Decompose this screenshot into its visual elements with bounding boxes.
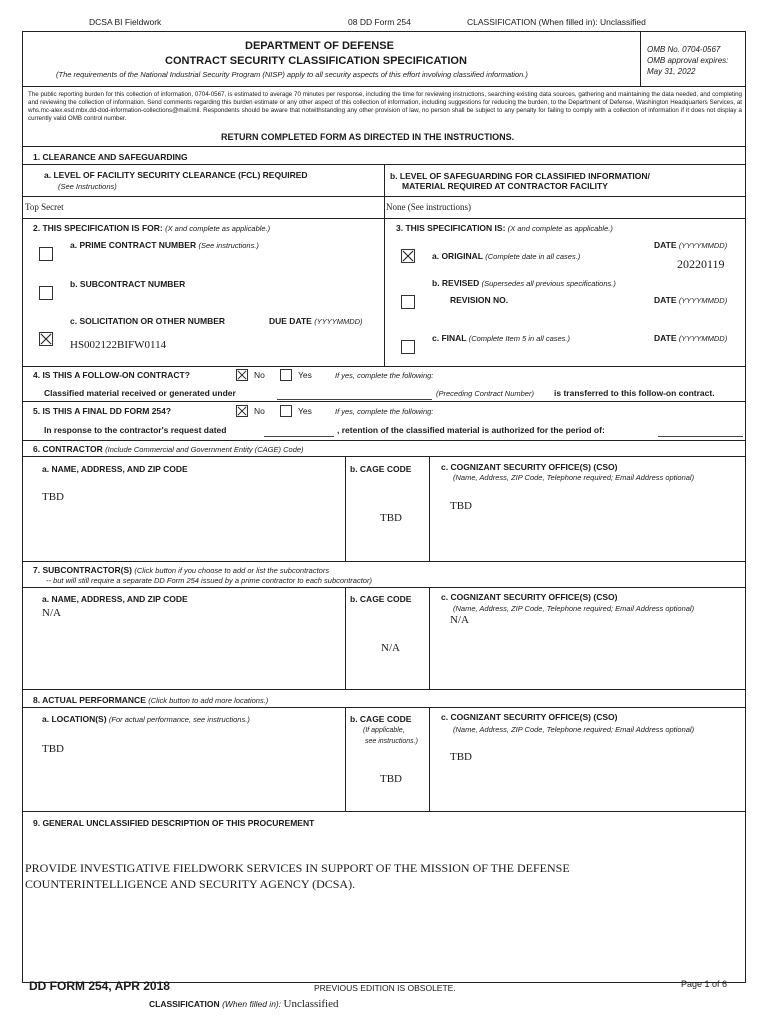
s7-a-label: a. NAME, ADDRESS, AND ZIP CODE <box>42 594 188 604</box>
s2-b-label: b. SUBCONTRACT NUMBER <box>70 279 186 289</box>
preceding-contract-field[interactable] <box>277 399 432 400</box>
s2-c-label: c. SOLICITATION OR OTHER NUMBER <box>70 316 226 326</box>
final-no-checkbox[interactable] <box>236 405 248 417</box>
s9-heading: 9. GENERAL UNCLASSIFIED DESCRIPTION OF THIS PROCUREMENT <box>33 818 315 828</box>
footer-classification: CLASSIFICATION (When filled in): Unclassified <box>149 998 339 1010</box>
s7-hint2: -- but will still require a separate DD Form 254 issued by a prime contractor to each subcontractor) <box>46 576 372 585</box>
s6-a-label: a. NAME, ADDRESS, AND ZIP CODE <box>42 464 188 474</box>
s8-c-hint: (Name, Address, ZIP Code, Telephone required; Email Address optional) <box>453 725 695 734</box>
footer-form-name: DD FORM 254, APR 2018 <box>29 979 170 993</box>
request-date-field[interactable] <box>264 436 334 437</box>
retention-period-field[interactable] <box>658 436 743 437</box>
s7-c-label: c. COGNIZANT SECURITY OFFICE(S) (CSO) <box>441 592 618 602</box>
s1-a-label: a. LEVEL OF FACILITY SECURITY CLEARANCE (FCL) REQUIRED <box>44 170 308 180</box>
omb-date: May 31, 2022 <box>647 67 696 76</box>
s8-b-hint2: see instructions.) <box>365 738 418 745</box>
safeguarding-value[interactable]: None (See instructions) <box>386 202 471 212</box>
s4-transferred: is transferred to this follow-on contract. <box>554 388 715 398</box>
s3-c-date-label: DATE (YYYYMMDD) <box>654 333 728 343</box>
s8-heading: 8. ACTUAL PERFORMANCE (Click button to add more locations.) <box>33 695 269 705</box>
subcontract-checkbox[interactable] <box>39 286 53 300</box>
original-checkbox[interactable] <box>401 249 415 263</box>
return-instruction: RETURN COMPLETED FORM AS DIRECTED IN THE INSTRUCTIONS. <box>221 132 515 142</box>
s6-b-label: b. CAGE CODE <box>350 464 412 474</box>
s5-retention: , retention of the classified material is authorized for the period of: <box>337 425 605 435</box>
s3-heading: 3. THIS SPECIFICATION IS: (X and complete as applicable.) <box>396 223 613 233</box>
revision-number-label: REVISION NO. <box>450 295 509 305</box>
s3-a-date-label: DATE (YYYYMMDD) <box>654 240 728 250</box>
s1-a-hint: (See Instructions) <box>58 182 117 191</box>
followon-yes-checkbox[interactable] <box>280 369 292 381</box>
burden-statement: The public reporting burden for this collection of information, 0704-0567, is estimated to average 70 minutes per response, including the time for reviewing instructions, searching existing data sources, gathering and maintaining the data needed, and completing and reviewing the collection of information. Send comments regarding this burden estimate or any other aspect of this collection of information, including suggestions for reducing the burden, to the Department of Defense, Washington Headquarters Services, at whs.mc-alex.esd.mbx.dd-dod-information-collections@mail.mil. Respondents should be aware that notwithstanding any other provision of law, no person shall be subject to any penalty for failing to comply with a collection of information if it does not display a currently valid OMB control number. <box>28 91 742 122</box>
s6-heading: 6. CONTRACTOR (Include Commercial and Government Entity (CAGE) Code) <box>33 444 304 454</box>
s6-c-label: c. COGNIZANT SECURITY OFFICE(S) (CSO) <box>441 462 618 472</box>
followon-no-label: No <box>254 370 265 380</box>
s2-heading: 2. THIS SPECIFICATION IS FOR: (X and complete as applicable.) <box>33 223 271 233</box>
s1-heading: 1. CLEARANCE AND SAFEGUARDING <box>33 152 188 162</box>
s2-c-due-label: DUE DATE (YYYYMMDD) <box>269 316 363 326</box>
s5-line-label: In response to the contractor's request dated <box>44 425 227 435</box>
form-title: CONTRACT SECURITY CLASSIFICATION SPECIFICATION <box>165 55 467 67</box>
s2-a-label: a. PRIME CONTRACT NUMBER (See instructions.) <box>70 240 259 250</box>
location-cage-value[interactable]: TBD <box>380 773 402 785</box>
s5-question: 5. IS THIS A FINAL DD FORM 254? <box>33 406 172 416</box>
s8-b-hint1: (If applicable, <box>363 727 405 734</box>
revised-checkbox[interactable] <box>401 295 415 309</box>
s3-b-label: b. REVISED (Supersedes all previous specifications.) <box>432 278 616 288</box>
s3-b-date-label: DATE (YYYYMMDD) <box>654 295 728 305</box>
contractor-cso-value[interactable]: TBD <box>450 500 472 512</box>
s1-b-label-2: MATERIAL REQUIRED AT CONTRACTOR FACILITY <box>402 181 608 191</box>
s8-c-label: c. COGNIZANT SECURITY OFFICE(S) (CSO) <box>441 712 618 722</box>
banner-left: DCSA BI Fieldwork <box>89 17 162 27</box>
s3-c-label: c. FINAL (Complete Item 5 in all cases.) <box>432 333 570 343</box>
dept-title: DEPARTMENT OF DEFENSE <box>245 40 394 52</box>
s3-a-label: a. ORIGINAL (Complete date in all cases.) <box>432 251 581 261</box>
solicitation-number[interactable]: HS002122BIFW0114 <box>70 339 167 351</box>
location-value[interactable]: TBD <box>42 743 64 755</box>
s6-c-hint: (Name, Address, ZIP Code, Telephone required; Email Address optional) <box>453 473 695 482</box>
s4-line-label: Classified material received or generated under <box>44 388 236 398</box>
banner-classification: CLASSIFICATION (When filled in): Unclassified <box>467 17 646 27</box>
s5-if-yes: If yes, complete the following: <box>335 407 434 416</box>
subcontractor-cage-value[interactable]: N/A <box>381 642 400 654</box>
fcl-value[interactable]: Top Secret <box>25 202 64 212</box>
s8-a-label: a. LOCATION(S) (For actual performance, see instructions.) <box>42 714 250 724</box>
s4-if-yes: If yes, complete the following: <box>335 371 434 380</box>
description-line-1[interactable]: PROVIDE INVESTIGATIVE FIELDWORK SERVICES IN SUPPORT OF THE MISSION OF THE DEFENSE <box>25 861 570 875</box>
description-line-2[interactable]: COUNTERINTELLIGENCE AND SECURITY AGENCY (DCSA). <box>25 877 356 891</box>
footer-page: Page 1 of 6 <box>681 979 728 989</box>
s4-question: 4. IS THIS A FOLLOW-ON CONTRACT? <box>33 370 190 380</box>
s8-b-label: b. CAGE CODE <box>350 714 412 724</box>
contractor-name-value[interactable]: TBD <box>42 491 64 503</box>
omb-expires-label: OMB approval expires: <box>647 56 729 65</box>
contractor-cage-value[interactable]: TBD <box>380 512 402 524</box>
final-yes-label: Yes <box>298 406 312 416</box>
final-yes-checkbox[interactable] <box>280 405 292 417</box>
followon-yes-label: Yes <box>298 370 312 380</box>
original-date[interactable]: 20220119 <box>677 257 725 271</box>
subcontractor-cso-value[interactable]: N/A <box>450 614 469 626</box>
subcontractor-name-value[interactable]: N/A <box>42 607 61 619</box>
prime-contract-checkbox[interactable] <box>39 247 53 261</box>
s4-preceding: (Preceding Contract Number) <box>436 389 534 398</box>
s7-b-label: b. CAGE CODE <box>350 594 412 604</box>
solicitation-checkbox[interactable] <box>39 332 53 346</box>
s7-heading: 7. SUBCONTRACTOR(S) (Click button if you choose to add or list the subcontractors <box>33 565 330 575</box>
banner-form: 08 DD Form 254 <box>348 17 411 27</box>
final-checkbox[interactable] <box>401 340 415 354</box>
s1-b-label-1: b. LEVEL OF SAFEGUARDING FOR CLASSIFIED INFORMATION/ <box>390 171 650 181</box>
s7-c-hint: (Name, Address, ZIP Code, Telephone required; Email Address optional) <box>453 604 695 613</box>
footer-obsolete: PREVIOUS EDITION IS OBSOLETE. <box>314 983 456 993</box>
final-no-label: No <box>254 406 265 416</box>
location-cso-value[interactable]: TBD <box>450 751 472 763</box>
followon-no-checkbox[interactable] <box>236 369 248 381</box>
omb-number: OMB No. 0704-0567 <box>647 45 721 54</box>
form-subtitle: (The requirements of the National Industrial Security Program (NISP) apply to all security aspects of this effort involving classified information.) <box>56 70 528 79</box>
